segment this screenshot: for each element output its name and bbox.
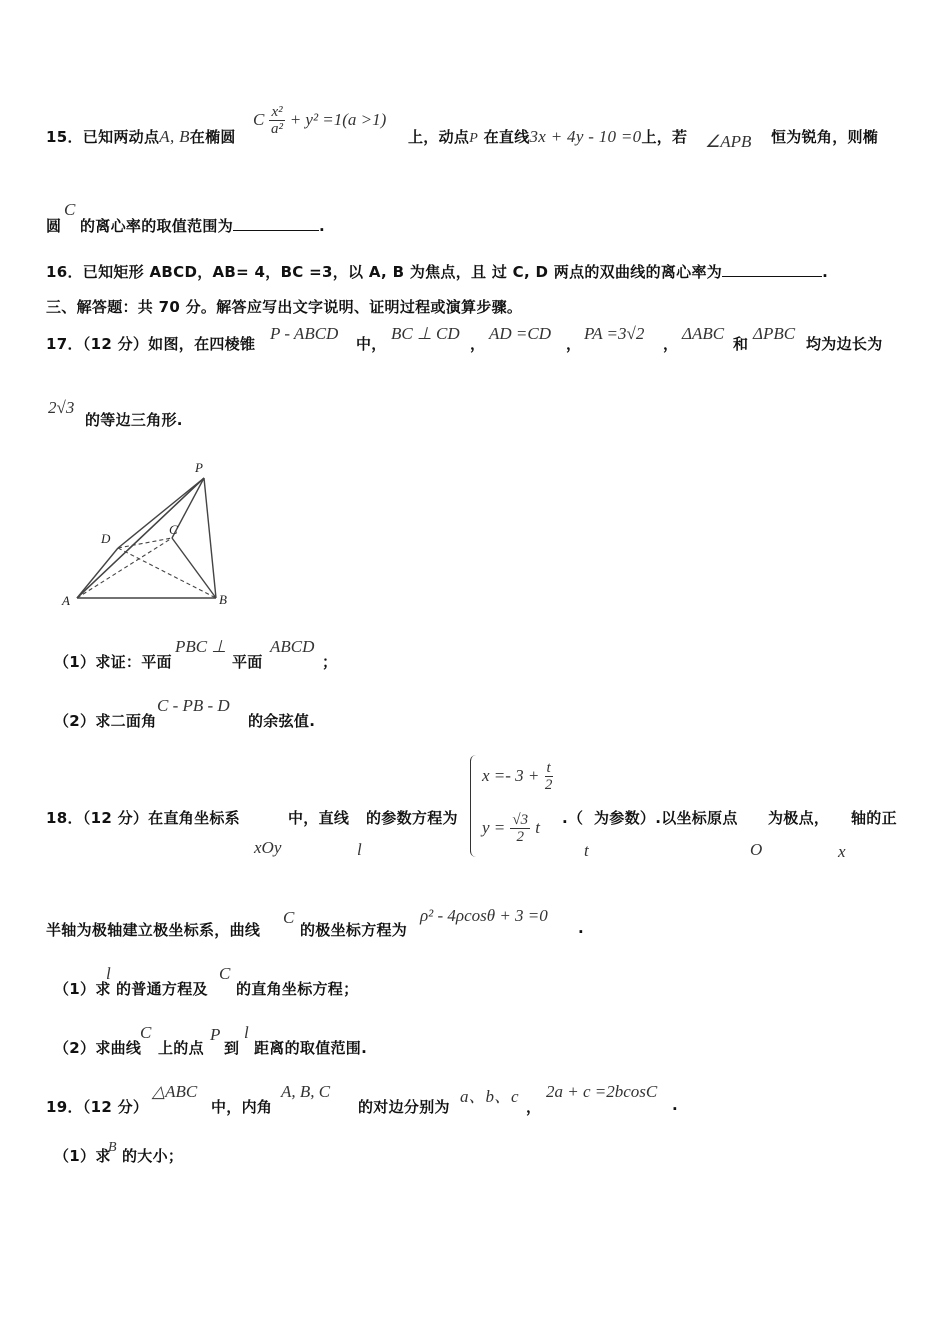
label-A: A (62, 593, 70, 608)
q19-line1: 19．（12 分） (46, 1098, 149, 1116)
q15-angle: ∠APB (705, 132, 752, 151)
q15-C: C (64, 200, 76, 219)
q18-part2: （2）求曲线 (54, 1039, 142, 1057)
q16-line: 16．已知矩形 ABCD，AB= 4，BC =3，以 A, B 为焦点，且 过 C, D 两点的双曲线的离心率为 . (46, 263, 829, 281)
pyramid-figure (55, 455, 245, 615)
section-title: 三、解答题：共 70 分。解答应写出文字说明、证明过程或演算步骤。 (46, 298, 523, 316)
q18-part1: （1）求 (54, 980, 111, 998)
q18-line2: 半轴为极轴建立极坐标系，曲线 (46, 921, 261, 939)
label-B: B (219, 592, 227, 607)
edge-CB (172, 538, 216, 598)
q15-line1-end: 恒为锐角，则椭 (771, 128, 879, 146)
q15-line1: 15．已知两动点A, B在椭圆 (46, 127, 236, 146)
label-C: C (169, 522, 178, 537)
q15-line2b: 的离心率的取值范围为 . (80, 217, 326, 235)
q17-part2: （2）求二面角 (54, 712, 157, 730)
system-eq2: y = $\frac{√3}{2}$ t (482, 812, 540, 845)
edge-BP (204, 478, 216, 598)
label-D: D (101, 531, 111, 546)
system-eq1: x =- 3 + $\frac{t}{2}$ (482, 760, 553, 793)
edge-DC-hidden (118, 538, 172, 548)
ellipse-fraction: $\frac{\text{x²}}{\text{a²}}$ (271, 104, 284, 137)
q17-part1: （1）求证：平面 (54, 653, 172, 671)
q15-number: 15． (46, 128, 83, 146)
q18-line1: 18．（12 分）在直角坐标系 (46, 809, 240, 827)
q15-line1b: 上，动点P 在直线3x + 4y - 10 =0上，若 (408, 127, 688, 146)
edge-DB-hidden (118, 548, 216, 598)
q15-line2: 圆 (46, 217, 62, 235)
label-P: P (195, 460, 203, 475)
answer-blank-16[interactable] (722, 262, 822, 277)
q19-part1: （1）求 (54, 1147, 111, 1165)
edge-AP-2 (77, 478, 204, 598)
q17-line1: 17．（12 分）如图，在四棱锥 (46, 335, 256, 353)
system-brace (470, 755, 477, 857)
answer-blank-15[interactable] (233, 216, 319, 231)
edge-AD (77, 548, 118, 598)
q15-ellipse-eq: C $\frac{\text{x²}}{\text{a²}}$ + y² =1(a >1) (253, 104, 387, 137)
edge-DP (118, 478, 204, 548)
